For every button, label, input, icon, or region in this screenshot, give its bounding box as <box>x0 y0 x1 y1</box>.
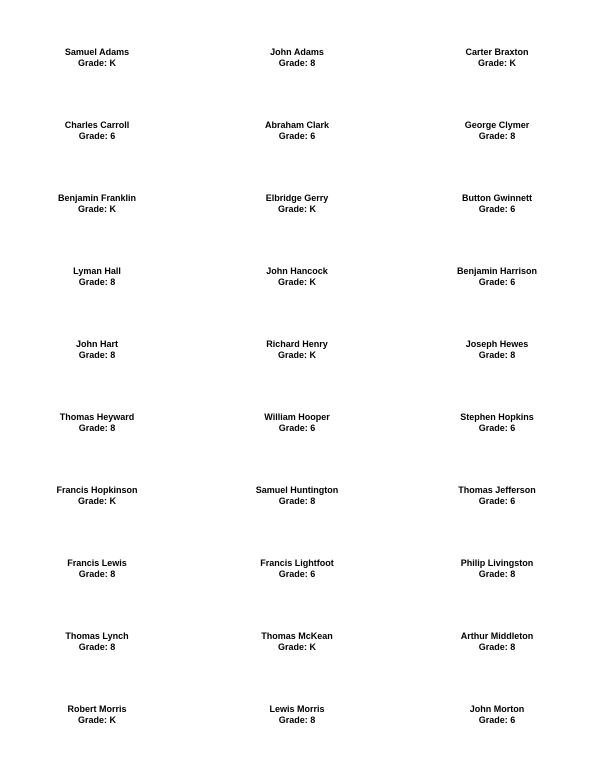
student-name: Arthur Middleton <box>460 631 534 641</box>
student-name: Charles Carroll <box>64 120 130 130</box>
label-card <box>202 193 392 223</box>
student-grade: Grade: 6 <box>478 715 516 725</box>
label-card <box>202 266 392 296</box>
label-card <box>2 412 192 442</box>
label-card <box>2 47 192 77</box>
label-card <box>202 558 392 588</box>
student-name: Abraham Clark <box>264 120 330 130</box>
student-name: Thomas McKean <box>261 631 333 641</box>
student-grade: Grade: 6 <box>278 423 316 433</box>
label-card <box>202 120 392 150</box>
label-card <box>2 558 192 588</box>
student-name: Benjamin Harrison <box>456 266 538 276</box>
student-grade: Grade: 8 <box>478 569 516 579</box>
student-grade: Grade: 8 <box>78 423 116 433</box>
student-grade: Grade: 6 <box>278 569 316 579</box>
student-name: William Hooper <box>264 412 330 422</box>
student-name: Thomas Lynch <box>65 631 129 641</box>
student-grade: Grade: 6 <box>478 277 516 287</box>
label-card <box>402 704 592 734</box>
label-card <box>402 412 592 442</box>
student-name: John Morton <box>469 704 525 714</box>
student-grade: Grade: K <box>77 715 116 725</box>
student-name: Elbridge Gerry <box>265 193 329 203</box>
student-grade: Grade: 8 <box>78 350 116 360</box>
student-name: Thomas Jefferson <box>458 485 536 495</box>
student-grade: Grade: K <box>277 642 316 652</box>
student-name: Samuel Huntington <box>255 485 339 495</box>
label-card <box>402 631 592 661</box>
label-card <box>2 193 192 223</box>
student-name: Carter Braxton <box>465 47 529 57</box>
student-name: Francis Lightfoot <box>260 558 334 568</box>
label-card <box>402 120 592 150</box>
student-grade: Grade: 8 <box>478 642 516 652</box>
student-grade: Grade: 8 <box>278 715 316 725</box>
label-card <box>402 339 592 369</box>
student-grade: Grade: K <box>77 496 116 506</box>
label-card <box>2 631 192 661</box>
student-name: Philip Livingston <box>460 558 534 568</box>
label-card <box>202 412 392 442</box>
label-card <box>2 704 192 734</box>
student-name: Thomas Heyward <box>59 412 135 422</box>
student-name: John Adams <box>270 47 324 57</box>
student-name: Samuel Adams <box>64 47 130 57</box>
student-grade: Grade: K <box>477 58 516 68</box>
student-name: John Hancock <box>266 266 328 276</box>
label-card <box>402 193 592 223</box>
student-name: George Clymer <box>464 120 530 130</box>
student-grade: Grade: K <box>277 204 316 214</box>
student-name: Lewis Morris <box>269 704 325 714</box>
label-card <box>2 485 192 515</box>
student-grade: Grade: K <box>277 277 316 287</box>
student-grade: Grade: 6 <box>478 204 516 214</box>
label-card <box>202 631 392 661</box>
student-name: Francis Hopkinson <box>56 485 138 495</box>
student-name: Joseph Hewes <box>465 339 529 349</box>
student-grade: Grade: 8 <box>78 569 116 579</box>
label-card <box>202 704 392 734</box>
label-card <box>402 558 592 588</box>
student-name: Benjamin Franklin <box>57 193 137 203</box>
student-grade: Grade: K <box>277 350 316 360</box>
student-name: Robert Morris <box>67 704 127 714</box>
student-grade: Grade: 6 <box>478 423 516 433</box>
student-name: Francis Lewis <box>67 558 127 568</box>
label-card <box>2 266 192 296</box>
student-grade: Grade: 8 <box>278 496 316 506</box>
student-name: Richard Henry <box>266 339 328 349</box>
label-card <box>402 485 592 515</box>
label-card <box>2 339 192 369</box>
student-name: John Hart <box>75 339 118 349</box>
student-grade: Grade: 8 <box>478 131 516 141</box>
student-name: Stephen Hopkins <box>460 412 534 422</box>
student-grade: Grade: 6 <box>278 131 316 141</box>
student-name: Button Gwinnett <box>462 193 532 203</box>
label-card <box>202 485 392 515</box>
label-card <box>402 266 592 296</box>
student-grade: Grade: 8 <box>278 58 316 68</box>
student-grade: Grade: 8 <box>78 642 116 652</box>
student-grade: Grade: K <box>77 58 116 68</box>
student-grade: Grade: 6 <box>478 496 516 506</box>
student-grade: Grade: 8 <box>478 350 516 360</box>
student-grade: Grade: 8 <box>78 277 116 287</box>
student-grade: Grade: 6 <box>78 131 116 141</box>
label-card <box>2 120 192 150</box>
label-card <box>202 47 392 77</box>
student-name: Lyman Hall <box>73 266 121 276</box>
label-card <box>202 339 392 369</box>
label-card <box>402 47 592 77</box>
student-grade: Grade: K <box>77 204 116 214</box>
